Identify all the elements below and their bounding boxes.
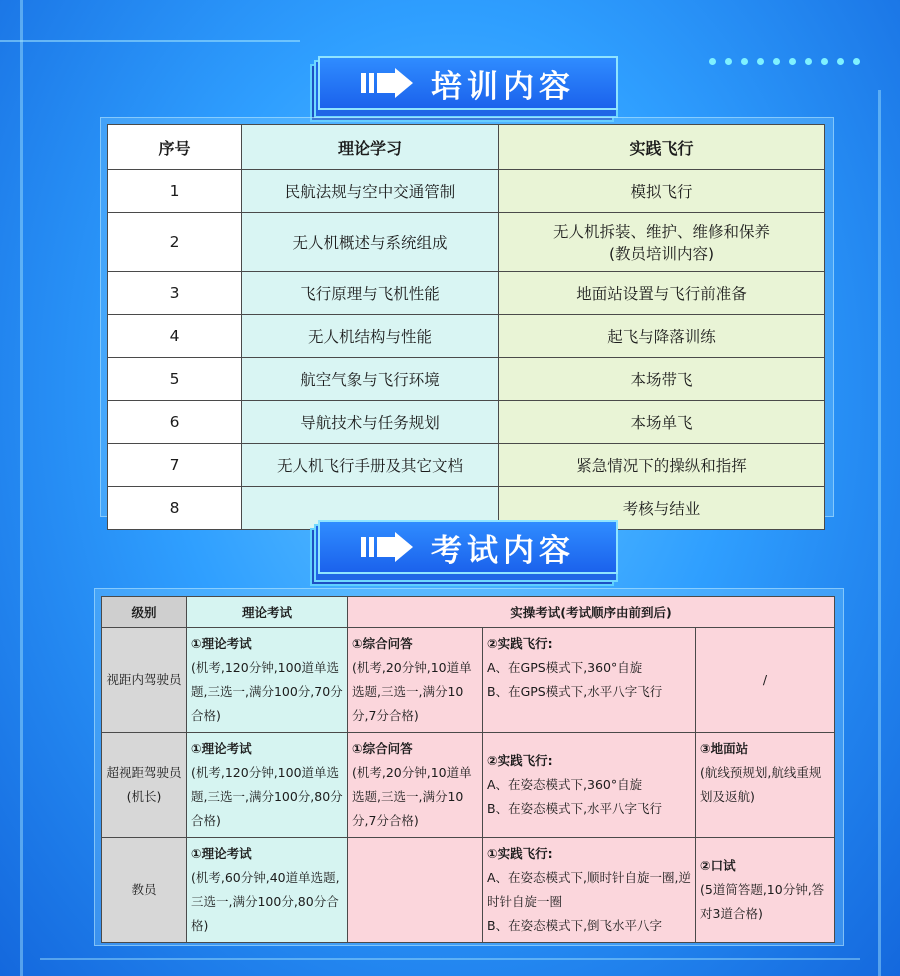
decor-line-left-vertical [20, 0, 23, 976]
exam-header-row [102, 597, 835, 628]
header-practice-exam: 实操考试(考试顺序由前到后) [348, 597, 835, 628]
decor-dots [709, 58, 860, 65]
row-theory: 航空气象与飞行环境 [242, 358, 499, 401]
ground-station-title: ③地面站 [700, 741, 749, 756]
na-mark: / [762, 672, 768, 687]
theory-exam-detail: (机考,60分钟,40道单选题,三选一,满分100分,80分合格) [191, 870, 340, 933]
flight-cell [483, 628, 696, 733]
theory-exam-title: ①理论考试 [191, 741, 252, 756]
row-theory: 民航法规与空中交通管制 [242, 170, 499, 213]
table-row [102, 628, 835, 733]
training-title: 培训内容 [431, 68, 575, 105]
row-practice: 紧急情况下的操纵和指挥 [499, 444, 825, 487]
training-banner [318, 56, 618, 110]
ground-station-cell [696, 628, 835, 733]
ground-station-detail: (航线预规划,航线重规划及返航) [700, 765, 822, 804]
flight-title: ②实践飞行: [487, 753, 553, 768]
table-row [108, 358, 825, 401]
level-name: 视距内驾驶员 [106, 672, 182, 687]
table-row [108, 272, 825, 315]
arrow-right-icon [361, 532, 413, 562]
arrow-right-icon [361, 68, 413, 98]
flight-cell [483, 733, 696, 838]
row-theory: 无人机概述与系统组成 [242, 213, 499, 272]
theory-exam-cell [187, 733, 348, 838]
row-practice: 地面站设置与飞行前准备 [499, 272, 825, 315]
decor-line-top-left [0, 40, 300, 42]
table-row [108, 213, 825, 272]
row-no: 1 [108, 170, 242, 213]
level-name: 教员 [131, 882, 157, 897]
level-cell [102, 838, 187, 943]
oral-exam-title: ②口试 [700, 858, 736, 873]
table-row [108, 401, 825, 444]
level-name: 超视距驾驶员 [106, 765, 182, 780]
row-practice: 无人机拆装、维护、维修和保养 [552, 223, 770, 241]
header-practice: 实践飞行 [499, 125, 825, 170]
qa-cell [348, 733, 483, 838]
oral-exam-cell [696, 838, 835, 943]
table-row [108, 315, 825, 358]
decor-line-right-vertical [878, 90, 881, 976]
training-header-row [108, 125, 825, 170]
row-theory: 飞行原理与飞机性能 [242, 272, 499, 315]
row-no: 6 [108, 401, 242, 444]
row-practice: 模拟飞行 [499, 170, 825, 213]
qa-detail: (机考,20分钟,10道单选题,三选一,满分10分,7分合格) [352, 660, 472, 723]
theory-exam-cell [187, 628, 348, 733]
flight-item-b: B、在姿态模式下,水平八字飞行 [487, 801, 663, 816]
training-table [107, 124, 825, 530]
header-theory-exam: 理论考试 [187, 597, 348, 628]
table-row [108, 444, 825, 487]
row-no: 4 [108, 315, 242, 358]
flight-item-a: A、在姿态模式下,360°自旋 [487, 777, 643, 792]
row-practice: 本场带飞 [499, 358, 825, 401]
level-note: (机长) [126, 789, 162, 804]
decor-line-bottom [40, 958, 860, 960]
qa-cell-empty [348, 838, 483, 943]
row-theory: 无人机飞行手册及其它文档 [242, 444, 499, 487]
theory-exam-title: ①理论考试 [191, 846, 252, 861]
exam-banner [318, 520, 618, 574]
flight-item-b: B、在GPS模式下,水平八字飞行 [487, 684, 663, 699]
table-row [108, 170, 825, 213]
flight-item-a: A、在姿态模式下,顺时针自旋一圈,逆时针自旋一圈 [487, 870, 691, 909]
flight-item-b: B、在姿态模式下,倒飞水平八字 [487, 918, 663, 933]
flight-title: ②实践飞行: [487, 636, 553, 651]
row-practice: 考核与结业 [499, 487, 825, 530]
flight-title: ①实践飞行: [487, 846, 553, 861]
row-no: 3 [108, 272, 242, 315]
qa-detail: (机考,20分钟,10道单选题,三选一,满分10分,7分合格) [352, 765, 472, 828]
row-theory: 导航技术与任务规划 [242, 401, 499, 444]
row-no: 7 [108, 444, 242, 487]
row-practice: 起飞与降落训练 [499, 315, 825, 358]
flight-item-a: A、在GPS模式下,360°自旋 [487, 660, 643, 675]
row-practice-cell [499, 213, 825, 272]
row-practice-note: (教员培训内容) [608, 245, 715, 263]
level-cell [102, 628, 187, 733]
row-no: 8 [108, 487, 242, 530]
table-row [102, 838, 835, 943]
oral-exam-detail: (5道简答题,10分钟,答对3道合格) [700, 882, 825, 921]
qa-title: ①综合问答 [352, 741, 413, 756]
row-practice: 本场单飞 [499, 401, 825, 444]
qa-cell [348, 628, 483, 733]
level-cell [102, 733, 187, 838]
theory-exam-detail: (机考,120分钟,100道单选题,三选一,满分100分,70分合格) [191, 660, 343, 723]
header-no: 序号 [108, 125, 242, 170]
row-no: 5 [108, 358, 242, 401]
flight-cell [483, 838, 696, 943]
theory-exam-cell [187, 838, 348, 943]
row-no: 2 [108, 213, 242, 272]
exam-title: 考试内容 [431, 532, 575, 569]
header-level: 级别 [102, 597, 187, 628]
table-row [102, 733, 835, 838]
qa-title: ①综合问答 [352, 636, 413, 651]
theory-exam-title: ①理论考试 [191, 636, 252, 651]
header-theory: 理论学习 [242, 125, 499, 170]
ground-station-cell [696, 733, 835, 838]
exam-table [101, 596, 835, 943]
row-theory: 无人机结构与性能 [242, 315, 499, 358]
theory-exam-detail: (机考,120分钟,100道单选题,三选一,满分100分,80分合格) [191, 765, 343, 828]
